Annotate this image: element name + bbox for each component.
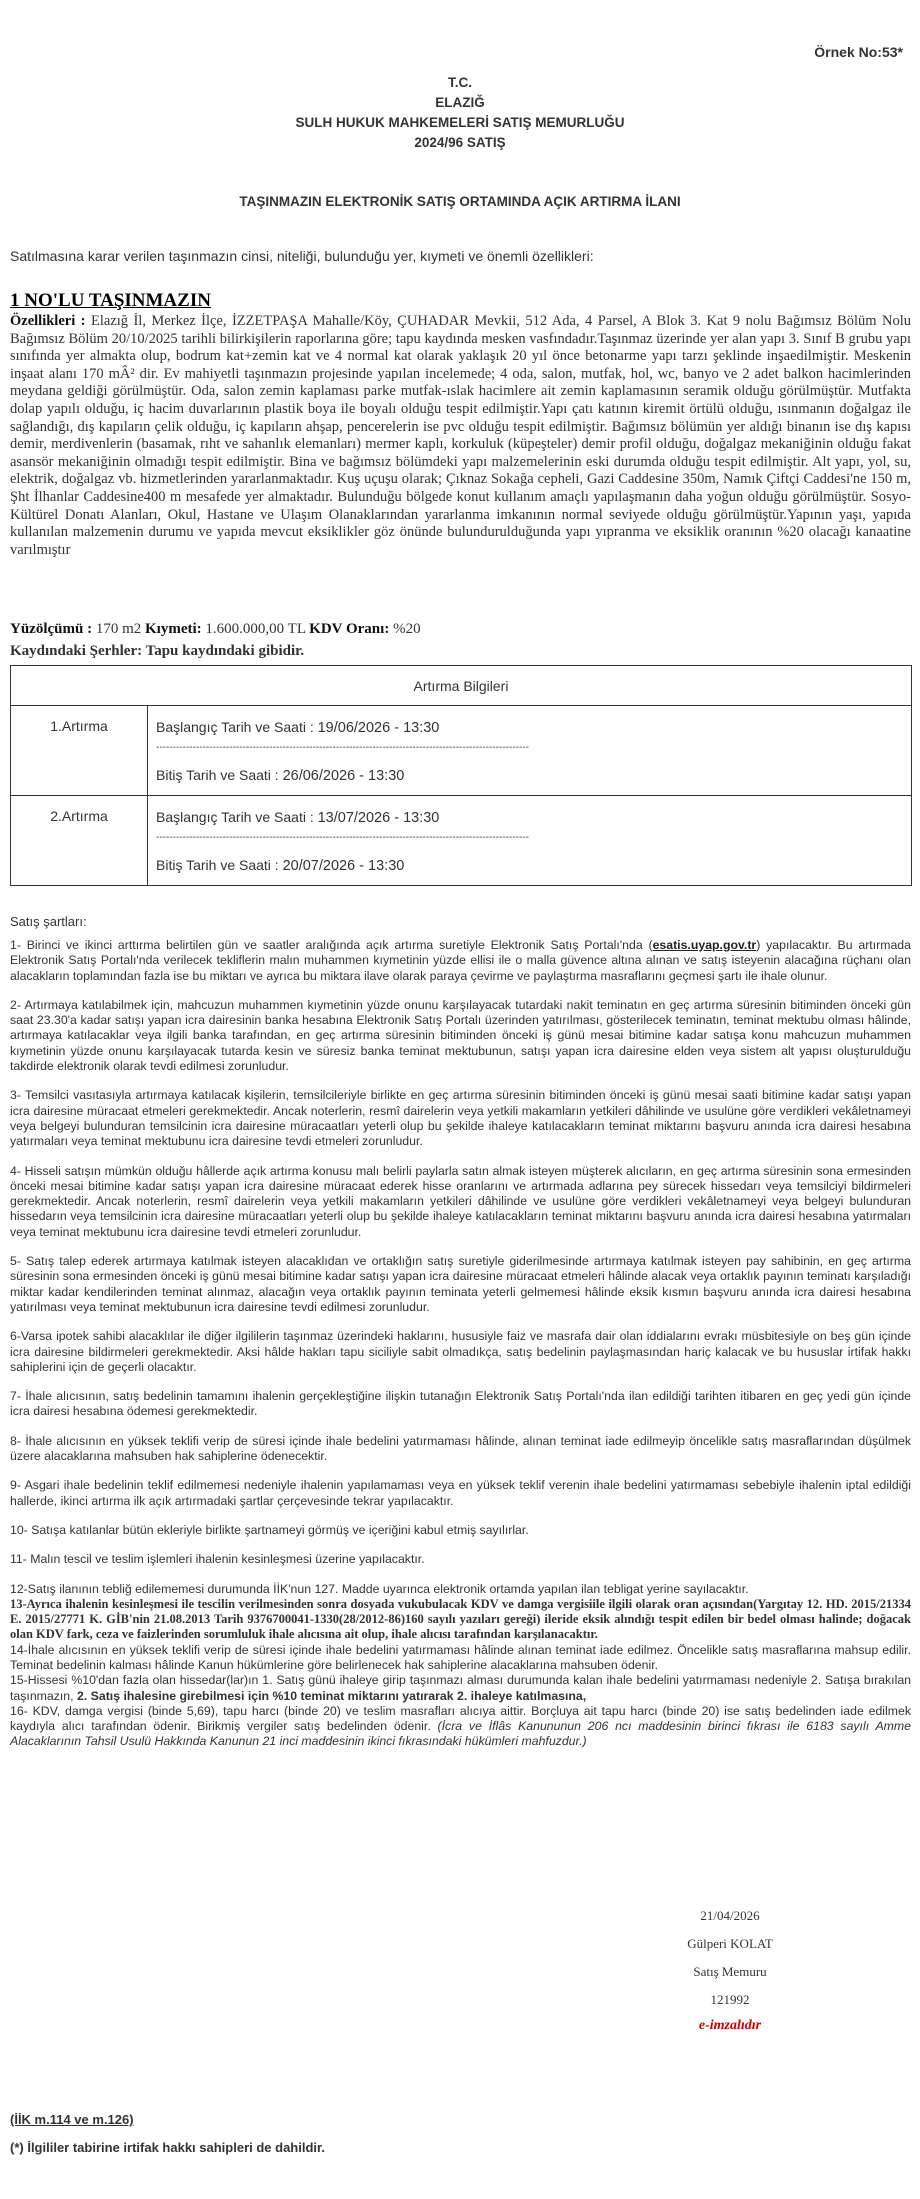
intro-text: Satılmasına karar verilen taşınmazın cinsi, niteliği, bulunduğu yer, kıymeti ve önemli özellikleri: xyxy=(10,248,594,264)
auction-table xyxy=(10,665,912,886)
auction-round-label: 1.Artırma xyxy=(11,706,148,796)
auction-row-1 xyxy=(11,706,912,796)
start-value: 19/06/2026 - 13:30 xyxy=(317,720,440,736)
condition-15-text: 15-Hissesi %10'dan fazla olan hissedar(lar)ın 1. Satış günü ihaleye girip taşınmazı alması durumunda kalan ihale bedelini yatırmaması nedeniyle 2. Satışa bırakılan taşınmazın, xyxy=(10,1673,911,1703)
condition-15-bold: 2. Satış ihalesine girebilmesi için %10 teminat miktarını yatırarak 2. ihaleye katılmasına, xyxy=(76,1688,587,1703)
header-line-tc: T.C. xyxy=(447,75,472,90)
date-separator: ---------------------------------------------------------------------------------------------------------------- xyxy=(156,743,529,753)
header-line-file-no: 2024/96 SATIŞ xyxy=(414,135,506,150)
condition-4: 4- Hisseli satışın mümkün olduğu hâllerde açık artırma konusu malı belirli paylarla satın almak isteyen müşterek alıcıların, en geç artırma süresinin sona ermesinden önceki mesai bitimine kadar satışı yapan icra dairesine müracaat ederek hisse oranlarını ve artırmada adlarına pey sürecek hissedarı veya temsilciyi bildirmeleri gerekmektedir. Ancak noterlerin, resmî dairelerin veya yetkili makamların yetkileri dâhilinde ve usulüne göre verdikleri vekâletnameyi veya belgeyi bulunduran hissedarın veya temsilcinin icra dairesine müracaatları yeterli olup bu şekilde ihaleye katılacakların teminat miktarını başvuru anında icra dairesi hesabına yatırmaları veya teminat mektubunu icra dairesine tevdi etmeleri zorunludur. xyxy=(10,1163,911,1239)
properties-label: Özellikleri : xyxy=(10,313,86,329)
auction-dates xyxy=(148,706,912,796)
value-amount: 1.600.000,00 TL xyxy=(205,621,306,637)
start-datetime xyxy=(156,716,910,738)
condition-13: 13-Ayrıca ihalenin kesinleşmesi ile tescilin verilmesinden sonra dosyada vukubulacak KDV ve damga vergisiile ilgili olarak oran açısından(Yargıtay 12. HD. 2015/21334 E. 2015/27771 K. GİB'nin 21.08.2013 Tarih 9376700041-1330(28/2012-86)160 sayılı yazıları gereği) ileride eksik alındığı tespit edilen bir bedel olması halinde; doğacak olan KDV fark, ceza ve faizlerinden sorumluluk ihale alıcısına ait olup, ihale alıcısı tarafından karşılanacaktır. xyxy=(10,1596,911,1642)
end-label: Bitiş Tarih ve Saati : xyxy=(156,767,279,783)
property-description xyxy=(10,313,911,559)
start-label: Başlangıç Tarih ve Saati : xyxy=(156,809,314,825)
sale-conditions-title: Satış şartları: xyxy=(10,914,87,929)
property-meta xyxy=(10,621,421,638)
court-header xyxy=(0,73,920,153)
properties-text: Elazığ İl, Merkez İlçe, İZZETPAŞA Mahalle/Köy, ÇUHADAR Mevkii, 512 Ada, 4 Parsel, A Blok 3. Kat 9 nolu Bağımsız Bölüm Nolu Bağımsız Bölüm 20/10/2025 tarihli bilirkişilerin raporlarına göre; tapu kaydında mesken vasfındadır.Taşınmaz üzerinde yer alan yapı 3. Sınıf B grubu yapı sınıfında yer almakta olup, bodrum kat+zemin kat ve 4 normal kat olarak yaklaşık 20 yıl önce betonarme yapı tarzı şeklinde inşaedilmiştir. Meskenin inşaat alanı 170 mÂ² dir. Ev mahiyetli taşınmazın projesinde yapılan incelemede; 4 oda, salon, mutfak, hol, wc, banyo ve 2 adet balkon hacimlerinden meydana geldiği görülmüştür. Oda, salon zemin kaplaması parke mutfak-ıslak hacimlere ait zemin kaplamasının seramik olduğu görülmüştür. Mutfakta dolap yapılı olduğu, iç hacim duvarlarının plastik boya ile boyalı olduğu tespit edilmiştir.Yapı çatı katının kiremit örtülü olduğu, ısınmanın doğalgaz ile sağlandığı, dış kapıların çelik olduğu, iç kapıların ahşap, pencerelerin ise pvc olduğu tespit edilmiştir. Bağımsız bölümün yer aldığı binanın ise dış kapısı demir, merdivenlerin (basamak, rıht ve sahanlık elemanları) mermer kaplı, korkuluk (küpeşteler) demir profil olduğu, doğalgaz mekaniğinin olduğu fakat asansör mekaniğinin olmadığı tespit edilmiştir. Bina ve bağımsız bölümdeki yapı malzemelerinin eski durumda olduğu tespit edilmiştir. Alt yapı, yol, su, elektrik, doğalgaz vb. hizmetlerinden yararlanmaktadır. Kuş uçuşu olarak; Çıknaz Sokağa cepheli, Gazi Caddesine 350m, Namık Çiftçi Caddesi'ne 150 m, Şht İlhanlar Caddesine400 m mesafede yer almaktadır. Bulunduğu bölgede konut kullanım amaçlı yapılaşmanın daha yoğun olduğu görülmüştür. Sosyo-Kültürel Donatı Alanları, Okul, Hastane ve Ulaşım Olanaklarından yararlanma imkanının normal seviyede olduğu görülmüştür.Yapının yaşı, yapıda kullanılan malzemenin durumu ve yapıda mevcut eksiklikler göz önünde bulundurulduğunda yapı yıpranma ve eksiklik oranının %20 olacağı kanaatine varılmıştır xyxy=(10,313,912,558)
condition-11: 11- Malın tescil ve teslim işlemleri ihalenin kesinleşmesi üzerine yapılacaktır. xyxy=(10,1552,425,1567)
end-datetime xyxy=(156,854,910,876)
auction-table-title: Artırma Bilgileri xyxy=(11,666,912,706)
e-signature-stamp: e-imzalıdır xyxy=(698,2018,762,2033)
condition-1-text: 1- Birinci ve ikinci arttırma belirtilen gün ve saatler aralığında açık artırma suretiyle Elektronik Satış Portalı'nda ( xyxy=(10,938,653,952)
esatis-link[interactable]: esatis.uyap.gov.tr xyxy=(652,938,757,952)
footnote: (*) İlgililer tabirine irtifak hakkı sahipleri de dahildir. xyxy=(10,2140,325,2155)
area-value: 170 m2 xyxy=(95,621,142,637)
condition-15 xyxy=(10,1673,911,1704)
condition-8: 8- İhale alıcısının en yüksek teklifi verip de süresi içinde ihale bedelini yatırmaması hâlinde, alınan teminat iade edilmeyip öncelikle satış masraflarından düşülmek üzere alacaklarına mahsuben hak sahiplerine ödenecektir. xyxy=(10,1433,911,1464)
area-label: Yüzölçümü : xyxy=(10,621,93,637)
start-value: 13/07/2026 - 13:30 xyxy=(317,810,440,826)
vat-label: KDV Oranı: xyxy=(309,621,390,637)
value-label: Kıymeti: xyxy=(145,621,202,637)
end-value: 26/06/2026 - 13:30 xyxy=(282,768,405,784)
condition-10: 10- Satışa katılanlar bütün ekleriyle birlikte şartnameyi görmüş ve içeriğini kabul etmiş sayılırlar. xyxy=(10,1522,529,1537)
signature-title: Satış Memuru xyxy=(693,1964,767,1979)
signature-name: Gülperi KOLAT xyxy=(687,1936,773,1951)
auction-row-2 xyxy=(11,796,912,886)
start-label: Başlangıç Tarih ve Saati : xyxy=(156,719,314,735)
annotations-line: Kaydındaki Şerhler: Tapu kaydındaki gibidir. xyxy=(10,643,305,659)
date-separator: ---------------------------------------------------------------------------------------------------------------- xyxy=(156,833,529,843)
auction-dates xyxy=(148,796,912,886)
ornek-no: Örnek No:53* xyxy=(814,44,903,60)
header-line-office: SULH HUKUK MAHKEMELERİ SATIŞ MEMURLUĞU xyxy=(295,115,625,130)
condition-14: 14-İhale alıcısının en yüksek teklifi verip de süresi içinde ihale bedelini yatırmaması hâlinde alınan teminat iade edilmez. Öncelikle satış masraflarına mahsup edilir. Teminat bedelinin kalması hâlinde Kanun hükümlerine göre belirlenecek hak sahiplerine alacaklarına mahsuben ödenir. xyxy=(10,1642,911,1672)
condition-5: 5- Satış talep ederek artırmaya katılmak isteyen alacaklıdan ve ortaklığın satış suretiyle giderilmesinde artırmaya katılmak isteyen pay sahibinin, en geç artırma süresinin sona ermesinden önceki iş günü mesai bitimine kadar satışı yapan icra dairesine müracaat etmeleri hâlinde alacak veya ortaklık payının teminatı karşıladığı miktar kadar kendilerinden teminat alınmaz, alacağın veya ortaklık payının teminata yeterli gelmemesi hâlinde eksik kısmın başvuru anında icra dairesi hesabına yatırılması veya teminat mektubunun icra dairesine tevdi edilmesi zorunludur. xyxy=(10,1254,911,1314)
vat-value: %20 xyxy=(393,621,421,637)
header-line-city: ELAZIĞ xyxy=(435,95,485,110)
end-label: Bitiş Tarih ve Saati : xyxy=(156,857,279,873)
end-value: 20/07/2026 - 13:30 xyxy=(282,858,405,874)
announcement-title: TAŞINMAZIN ELEKTRONİK SATIŞ ORTAMINDA AÇIK ARTIRMA İLANI xyxy=(239,194,681,209)
end-datetime xyxy=(156,764,910,786)
condition-16-text: 16- KDV, damga vergisi (binde 5,69), tapu harcı (binde 20) ve teslim masrafları alıcıya aittir. Borçluya ait tapu harcı (binde 20) ise satış bedelinden iade edilmek kaydıyla alıcı tarafından ödenir. Birikmiş vergiler satış bedelinden ödenir. xyxy=(10,1703,911,1734)
condition-16-italic: (İcra ve İflâs Kanununun 206 ncı maddesinin birinci fıkrası ile 6183 sayılı Amme Alacaklarının Tahsil Usulü Hakkında Kanunun 21 inci maddesinin ikinci fıkrasındaki hükümleri mahfuzdur.) xyxy=(10,1719,911,1749)
condition-16 xyxy=(10,1704,911,1750)
start-datetime xyxy=(156,806,910,828)
legal-reference: (İİK m.114 ve m.126) xyxy=(10,2112,134,2127)
condition-1-text-end: ) yapılacaktır. Bu artırmada Elektronik Satış Portalı'nda verilecek tekliflerin malın muhammen kıymetinin yüzde ellisi ile o malla güvence altına alınan ve satış isteyenin alacağına rüçhanı olan alacakların toplamından fazla ise bu miktarı ve ayrıca bu miktara ilave olarak paraya çevirme ve paylaştırma masraflarını geçmesi şartı ile ihale olunur. xyxy=(10,938,911,983)
auction-table-header-row xyxy=(11,666,912,706)
sale-conditions xyxy=(10,938,911,1750)
signature-id: 121992 xyxy=(710,1992,750,2007)
condition-2: 2- Artırmaya katılabilmek için, mahcuzun muhammen kıymetinin yüzde onunu karşılayacak tutardaki nakit teminatın en geç artırma süresinin bitiminden önceki gün saat 23.30'a kadar satışı yapan icra dairesinin banka hesabına Elektronik Satış Portalı üzerinden yatırılması, gösterilecek teminatın, teminat mektubu olması hâlinde, artırmaya katılacaklar veya ilgili banka tarafından, en geç artırma süresinin bitiminden önceki iş günü mesai bitimine kadar satışa konu mahcuzun muhammen kıymetinin yüzde onunu karşılayacak tutarda kesin ve süresiz banka teminat mektubunun, satışı yapan icra dairesine elden veya sistem alt yapısı oluşturulduğu takdirde elektronik olarak tevdi edilmesi zorunludur. xyxy=(10,997,911,1074)
condition-7: 7- İhale alıcısının, satış bedelinin tamamını ihalenin gerçekleştiğine ilişkin tutanağın Elektronik Satış Portalı'nda ilan edildiği tarihten itibaren en geç yedi gün içinde icra dairesi hesabına ödemesi gerekmektedir. xyxy=(10,1389,911,1419)
property-title: 1 NO'LU TAŞINMAZIN xyxy=(10,290,211,311)
condition-9: 9- Asgari ihale bedelinin teklif edilmemesi nedeniyle ihalenin yapılamaması veya en yüksek teklif verenin ihale bedelini yatırmaması sebebiyle ihalenin iptal edildiği hallerde, ikinci artırma ilk açık artırmadaki şartlar çerçevesinde tekrar yapılacaktır. xyxy=(10,1478,911,1508)
condition-12: 12-Satış ilanının tebliğ edilememesi durumunda İİK'nun 127. Madde uyarınca elektronik ortamda yapılan ilan tebligat yerine sayılacaktır. xyxy=(10,1581,749,1596)
auction-round-label: 2.Artırma xyxy=(11,796,148,886)
condition-3: 3- Temsilci vasıtasıyla artırmaya katılacak kişilerin, temsilcileriyle birlikte en geç artırma süresinin bitiminden önceki iş günü mesai saati bitimine kadar satışı yapan icra dairesine müracaat etmeleri gerekmektedir. Ancak noterlerin, resmî dairelerin veya yetkili makamların yetkileri dâhilinde ve usulüne göre verdikleri vekâletnameyi veya belgeyi bulunduran temsilcinin icra dairesine müracaatları yeterli olup bu şekilde ihaleye katılacakların teminat miktarını başvuru anında icra dairesi hesabına yatırmaları veya teminat mektubunu icra dairesine tevdi etmeleri zorunludur. xyxy=(10,1088,911,1149)
condition-1 xyxy=(10,938,911,984)
condition-6: 6-Varsa ipotek sahibi alacaklılar ile diğer ilgililerin taşınmaz üzerindeki haklarını, hususiyle faiz ve masrafa dair olan iddialarını evrakı müsbitesiyle on beş gün içinde icra dairesine bildirmeleri gerekmektedir. Aksi hâlde hakları tapu siciliyle sabit olmadıkça, satış bedelinin paylaşmasından hariç kalacak ve bu hususlar irtifak hakkı sahiplerini için de geçerli olacaktır. xyxy=(10,1329,911,1374)
signature-date: 21/04/2026 xyxy=(700,1908,760,1923)
